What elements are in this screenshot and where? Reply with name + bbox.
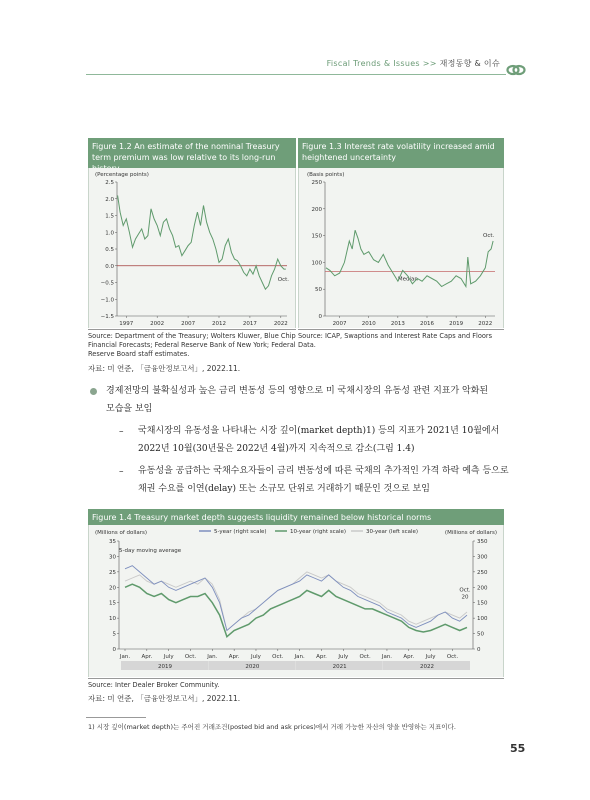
fig13-median-label: Median [397, 276, 418, 283]
fig14-unit-right: (Millions of dollars) [444, 530, 497, 536]
sub1-line-2: 2022년 10월(30년물은 2022년 4월)까지 지속적으로 감소(그림 1.4) [138, 444, 415, 454]
fig14-left-tick-label: 15 [109, 600, 116, 607]
link-logo-icon [506, 63, 526, 77]
sub2-line-2: 채권 수요를 이연(delay) 또는 소규모 단위로 거래하기 때문인 것으로 보임 [138, 484, 430, 494]
fig13-x-tick-label: 2013 [390, 321, 405, 327]
fig14-right-tick-label: 100 [477, 616, 488, 623]
fig14-left-tick-label: 5 [112, 631, 116, 638]
fig13-chart [299, 168, 503, 328]
page-number: 55 [510, 742, 526, 755]
fig12-x-tick-label: 2007 [181, 321, 196, 327]
fig14-year-label: 2021 [332, 664, 347, 670]
fig12-13-reference: 자료: 미 연준, 「금융안정보고서」, 2022.11. [88, 364, 241, 373]
sub2-line-1: 유동성을 공급하는 국채수요자들이 금리 변동성에 따른 국채의 추가적인 가격 하락 예측 등으로 [138, 466, 509, 476]
fig14-chart [89, 525, 503, 677]
sub1-line-1: 국채시장의 유동성을 나타내는 시장 깊이(market depth)1) 등의 지표가 2021년 10월에서 [138, 426, 500, 436]
fig14-x-tick-label: Apr. [141, 654, 153, 660]
header-rule [86, 74, 506, 75]
fig13-source: Source: ICAP, Swaptions and Interest Rate Caps and Floors Data. [298, 329, 504, 350]
fig14-x-tick-label: Apr. [228, 654, 240, 660]
fig12-x-tick-label: 2012 [212, 321, 226, 327]
fig14-series-line [125, 584, 467, 637]
fig14-legend-label: 10-year (right scale) [290, 529, 347, 535]
fig14-left-tick-label: 0 [112, 647, 116, 653]
fig14-right-tick-label: 300 [477, 554, 488, 561]
fig14-right-tick-label: 250 [477, 569, 488, 576]
fig14-year-label: 2020 [245, 664, 260, 670]
fig14-right-tick-label: 200 [477, 585, 488, 592]
fig14-x-tick-label: July [425, 654, 436, 660]
running-header [0, 58, 500, 69]
fig12-unit: (Percentage points) [95, 172, 149, 178]
fig14-series-line [125, 572, 467, 631]
fig13-x-tick-label: 2016 [420, 321, 434, 327]
fig14-x-tick-label: July [163, 654, 174, 660]
fig12-y-tick-label: −1.5 [100, 314, 114, 320]
sub-paragraph-1 [138, 422, 518, 458]
fig14-legend-label: 5-year (right scale) [214, 529, 267, 535]
fig13-y-tick-label: 100 [311, 260, 322, 267]
fig14-annotation-value: 20 [461, 594, 469, 601]
sub2-dash: – [119, 467, 124, 477]
bullet-paragraph [106, 382, 516, 418]
bullet-line-2: 모습을 보임 [106, 404, 153, 414]
fig12-panel [88, 168, 296, 328]
fig12-y-tick-label: 1.5 [105, 213, 114, 220]
sub1-dash: – [119, 427, 124, 437]
fig12-source: Source: Department of the Treasury; Wolters Kluwer, Blue Chip Financial Forecasts; Federal Reserve Bank of New York; Federal Reserve Board staff estimates. [88, 329, 296, 359]
fig14-left-tick-label: 10 [109, 616, 116, 623]
fig12-title: Figure 1.2 An estimate of the nominal Treasury term premium was low relative to its long-run [88, 138, 296, 168]
fig14-reference: 자료: 미 연준, 「금융안정보고서」, 2022.11. [88, 694, 241, 703]
fig14-x-tick-label: Apr. [316, 654, 327, 660]
fig14-x-tick-label: Oct. [184, 654, 197, 660]
fig13-x-tick-label: 2010 [361, 321, 376, 327]
fig14-right-tick-label: 350 [477, 539, 488, 545]
fig14-x-tick-label: Jan. [381, 654, 393, 660]
fig13-y-tick-label: 0 [318, 314, 322, 320]
fig13-y-tick-label: 200 [311, 206, 322, 213]
header-ko: 재정동향 & 이슈 [439, 59, 500, 68]
fig12-x-tick-label: 2022 [273, 321, 288, 327]
fig13-x-tick-label: 2007 [332, 321, 347, 327]
fig12-x-tick-label: 2017 [242, 321, 257, 327]
fig14-left-tick-label: 35 [109, 539, 116, 545]
fig14-right-tick-label: 50 [477, 631, 484, 638]
fig12-x-tick-label: 2002 [150, 321, 165, 327]
sub-paragraph-2 [138, 462, 518, 498]
fig14-annotation-oct: Oct. [459, 587, 471, 594]
fig13-y-tick-label: 150 [311, 233, 322, 240]
fig14-year-label: 2019 [158, 664, 173, 670]
fig13-y-tick-label: 250 [311, 180, 322, 186]
fig12-y-tick-label: −0.5 [100, 280, 114, 287]
fig13-x-tick-label: 2019 [449, 321, 464, 327]
fig12-y-tick-label: 2.5 [105, 180, 114, 186]
fig14-right-tick-label: 150 [477, 600, 488, 607]
fig14-x-tick-label: July [338, 654, 349, 660]
fig14-unit-left: (Millions of dollars) [95, 530, 148, 536]
fig14-x-tick-label: Jan. [207, 654, 218, 660]
fig13-title: Figure 1.3 Interest rate volatility increased amid heightened uncertainty [298, 138, 504, 168]
fig14-legend-label: 30-year (left scale) [366, 529, 419, 535]
fig14-panel [88, 525, 504, 677]
fig12-y-tick-label: 1.0 [105, 230, 114, 237]
fig14-source: Source: Inter Dealer Broker Community. [88, 678, 504, 690]
bullet-marker [90, 388, 97, 395]
fig14-x-tick-label: Oct. [446, 654, 459, 660]
fig14-year-label: 2022 [419, 664, 434, 670]
fig14-x-tick-label: Jan. [294, 654, 305, 660]
fig14-title: Figure 1.4 Treasury market depth suggests liquidity remained below historical norms [88, 509, 504, 525]
fig12-series-line [118, 195, 286, 289]
fig14-x-tick-label: Oct. [359, 654, 371, 660]
fig14-x-tick-label: July [251, 654, 261, 660]
fig12-y-tick-label: 0.5 [105, 247, 114, 253]
footnote: 1) 시장 깊이(market depth)는 주어진 거래조건(posted bid and ask prices)에서 거래 가능한 자산의 양을 반영하는 지표이다. [88, 723, 456, 731]
footnote-rule [86, 717, 146, 718]
fig12-y-tick-label: 2.0 [105, 196, 114, 203]
fig13-panel [298, 168, 504, 328]
fig13-unit: (Basis points) [307, 172, 345, 178]
fig12-y-tick-label: −1.0 [100, 297, 114, 304]
fig14-left-tick-label: 25 [109, 569, 116, 576]
fig14-right-tick-label: 0 [477, 647, 481, 653]
fig12-chart [89, 168, 295, 328]
fig14-moving-average-label: 5-day moving average [119, 548, 182, 554]
fig13-annotation: Oct. [483, 232, 495, 239]
fig12-x-tick-label: 1997 [119, 321, 134, 327]
header-en: Fiscal Trends & Issues >> [326, 59, 440, 68]
bullet-line-1: 경제전망의 불확실성과 높은 금리 변동성 등의 영향으로 미 국채시장의 유동성 관련 지표가 악화된 [106, 386, 489, 396]
fig13-x-tick-label: 2022 [478, 321, 493, 327]
fig14-x-tick-label: Apr. [403, 654, 415, 660]
fig13-y-tick-label: 50 [315, 287, 322, 294]
fig12-y-tick-label: 0.0 [105, 263, 114, 270]
fig14-x-tick-label: Jan. [119, 654, 131, 660]
fig14-x-tick-label: Oct. [272, 654, 284, 660]
fig14-left-tick-label: 20 [109, 585, 116, 592]
fig14-left-tick-label: 30 [109, 554, 116, 561]
fig12-annotation: Oct. [277, 276, 290, 283]
